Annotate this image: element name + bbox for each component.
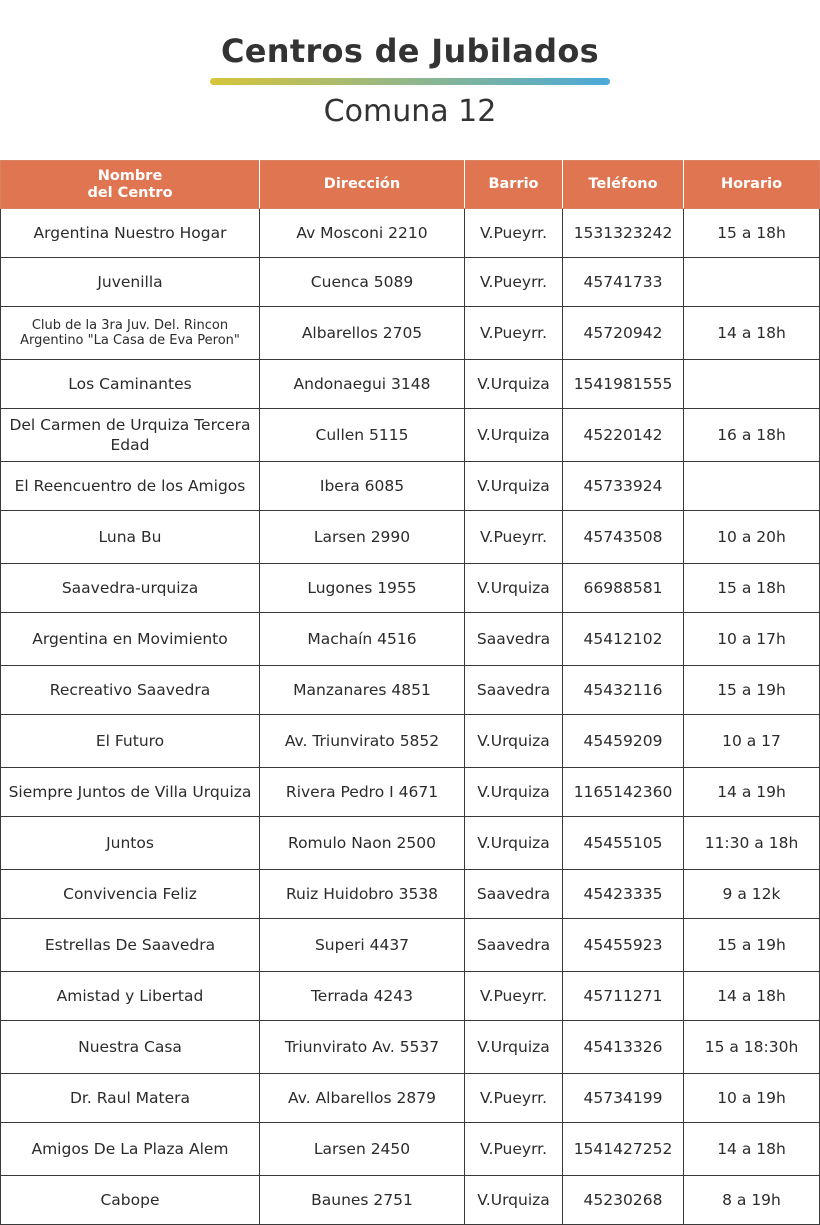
cell-telefono: 45455105	[563, 817, 684, 870]
cell-direccion: Lugones 1955	[260, 564, 465, 613]
cell-barrio: V.Urquiza	[465, 817, 563, 870]
cell-horario: 15 a 19h	[684, 666, 820, 715]
cell-nombre: Juvenilla	[1, 258, 260, 307]
cell-horario	[684, 462, 820, 511]
cell-barrio: V.Urquiza	[465, 1021, 563, 1074]
page-header	[0, 0, 820, 160]
column-header-barrio: Barrio	[465, 161, 563, 209]
table-row	[1, 360, 820, 409]
table-row	[1, 511, 820, 564]
cell-direccion: Av Mosconi 2210	[260, 209, 465, 258]
table-row	[1, 768, 820, 817]
cell-direccion: Terrada 4243	[260, 972, 465, 1021]
cell-nombre: Los Caminantes	[1, 360, 260, 409]
cell-direccion: Manzanares 4851	[260, 666, 465, 715]
table-row	[1, 1176, 820, 1225]
cell-telefono: 1531323242	[563, 209, 684, 258]
column-header-direccion: Dirección	[260, 161, 465, 209]
table-row	[1, 1074, 820, 1123]
cell-nombre: Luna Bu	[1, 511, 260, 564]
table-row	[1, 715, 820, 768]
cell-horario	[684, 258, 820, 307]
cell-barrio: V.Pueyrr.	[465, 1123, 563, 1176]
cell-barrio: V.Pueyrr.	[465, 1074, 563, 1123]
cell-direccion: Baunes 2751	[260, 1176, 465, 1225]
cell-nombre: Dr. Raul Matera	[1, 1074, 260, 1123]
table-row	[1, 919, 820, 972]
cell-telefono: 45720942	[563, 307, 684, 360]
title-gradient-bar	[210, 78, 610, 85]
cell-nombre: Recreativo Saavedra	[1, 666, 260, 715]
cell-direccion: Andonaegui 3148	[260, 360, 465, 409]
cell-direccion: Ruiz Huidobro 3538	[260, 870, 465, 919]
cell-direccion: Ibera 6085	[260, 462, 465, 511]
cell-barrio: V.Urquiza	[465, 1176, 563, 1225]
cell-barrio: V.Pueyrr.	[465, 258, 563, 307]
cell-horario	[684, 360, 820, 409]
cell-telefono: 45230268	[563, 1176, 684, 1225]
column-header-nombre: Nombre del Centro	[1, 161, 260, 209]
page-subtitle: Comuna 12	[323, 94, 497, 129]
cell-horario: 10 a 17	[684, 715, 820, 768]
cell-telefono: 45741733	[563, 258, 684, 307]
cell-barrio: V.Pueyrr.	[465, 307, 563, 360]
cell-nombre: El Futuro	[1, 715, 260, 768]
cell-nombre: Argentina en Movimiento	[1, 613, 260, 666]
cell-nombre: Cabope	[1, 1176, 260, 1225]
cell-nombre: Juntos	[1, 817, 260, 870]
cell-telefono: 1541427252	[563, 1123, 684, 1176]
cell-barrio: V.Urquiza	[465, 715, 563, 768]
cell-horario: 15 a 18h	[684, 564, 820, 613]
cell-telefono: 45734199	[563, 1074, 684, 1123]
table-row	[1, 1123, 820, 1176]
cell-horario: 15 a 18:30h	[684, 1021, 820, 1074]
cell-nombre: Argentina Nuestro Hogar	[1, 209, 260, 258]
cell-nombre: El Reencuentro de los Amigos	[1, 462, 260, 511]
cell-horario: 10 a 17h	[684, 613, 820, 666]
cell-horario: 8 a 19h	[684, 1176, 820, 1225]
table-row	[1, 209, 820, 258]
cell-telefono: 45459209	[563, 715, 684, 768]
table-row	[1, 307, 820, 360]
cell-telefono: 45455923	[563, 919, 684, 972]
cell-barrio: Saavedra	[465, 666, 563, 715]
cell-nombre: Nuestra Casa	[1, 1021, 260, 1074]
cell-telefono: 45413326	[563, 1021, 684, 1074]
table-row	[1, 258, 820, 307]
cell-horario: 11:30 a 18h	[684, 817, 820, 870]
table-row	[1, 972, 820, 1021]
cell-telefono: 45711271	[563, 972, 684, 1021]
cell-telefono: 45733924	[563, 462, 684, 511]
cell-barrio: V.Pueyrr.	[465, 209, 563, 258]
cell-barrio: V.Pueyrr.	[465, 511, 563, 564]
cell-barrio: V.Urquiza	[465, 462, 563, 511]
cell-barrio: Saavedra	[465, 919, 563, 972]
cell-telefono: 45432116	[563, 666, 684, 715]
cell-direccion: Av. Albarellos 2879	[260, 1074, 465, 1123]
cell-nombre: Estrellas De Saavedra	[1, 919, 260, 972]
cell-direccion: Romulo Naon 2500	[260, 817, 465, 870]
cell-direccion: Machaín 4516	[260, 613, 465, 666]
cell-horario: 16 a 18h	[684, 409, 820, 462]
cell-horario: 15 a 19h	[684, 919, 820, 972]
table-row	[1, 613, 820, 666]
cell-direccion: Albarellos 2705	[260, 307, 465, 360]
cell-horario: 14 a 19h	[684, 768, 820, 817]
cell-horario: 15 a 18h	[684, 209, 820, 258]
cell-nombre: Convivencia Feliz	[1, 870, 260, 919]
cell-telefono: 1541981555	[563, 360, 684, 409]
cell-barrio: V.Urquiza	[465, 564, 563, 613]
cell-horario: 10 a 20h	[684, 511, 820, 564]
cell-nombre: Amigos De La Plaza Alem	[1, 1123, 260, 1176]
table-row	[1, 564, 820, 613]
table-row	[1, 462, 820, 511]
table-row	[1, 1021, 820, 1074]
cell-direccion: Larsen 2450	[260, 1123, 465, 1176]
cell-barrio: V.Pueyrr.	[465, 972, 563, 1021]
cell-telefono: 66988581	[563, 564, 684, 613]
table-body	[1, 209, 820, 1225]
table-header-row	[1, 161, 820, 209]
cell-nombre: Amistad y Libertad	[1, 972, 260, 1021]
centers-table	[0, 160, 820, 1225]
cell-telefono: 45220142	[563, 409, 684, 462]
cell-direccion: Superi 4437	[260, 919, 465, 972]
page-title: Centros de Jubilados	[220, 32, 600, 70]
cell-horario: 14 a 18h	[684, 1123, 820, 1176]
column-header-horario: Horario	[684, 161, 820, 209]
cell-barrio: Saavedra	[465, 613, 563, 666]
cell-telefono: 45743508	[563, 511, 684, 564]
table-row	[1, 666, 820, 715]
cell-direccion: Av. Triunvirato 5852	[260, 715, 465, 768]
cell-horario: 14 a 18h	[684, 307, 820, 360]
table-row	[1, 817, 820, 870]
cell-horario: 14 a 18h	[684, 972, 820, 1021]
cell-telefono: 1165142360	[563, 768, 684, 817]
cell-direccion: Larsen 2990	[260, 511, 465, 564]
cell-nombre: Del Carmen de Urquiza Tercera Edad	[1, 409, 260, 462]
table-row	[1, 870, 820, 919]
cell-direccion: Cuenca 5089	[260, 258, 465, 307]
cell-nombre: Club de la 3ra Juv. Del. Rincon Argentino "La Casa de Eva Peron"	[1, 307, 260, 360]
column-header-telefono: Teléfono	[563, 161, 684, 209]
cell-barrio: Saavedra	[465, 870, 563, 919]
cell-direccion: Cullen 5115	[260, 409, 465, 462]
cell-direccion: Triunvirato Av. 5537	[260, 1021, 465, 1074]
cell-telefono: 45423335	[563, 870, 684, 919]
cell-barrio: V.Urquiza	[465, 768, 563, 817]
cell-direccion: Rivera Pedro I 4671	[260, 768, 465, 817]
table-row	[1, 409, 820, 462]
cell-telefono: 45412102	[563, 613, 684, 666]
cell-nombre: Siempre Juntos de Villa Urquiza	[1, 768, 260, 817]
cell-horario: 10 a 19h	[684, 1074, 820, 1123]
cell-barrio: V.Urquiza	[465, 409, 563, 462]
cell-nombre: Saavedra-urquiza	[1, 564, 260, 613]
cell-horario: 9 a 12k	[684, 870, 820, 919]
cell-barrio: V.Urquiza	[465, 360, 563, 409]
